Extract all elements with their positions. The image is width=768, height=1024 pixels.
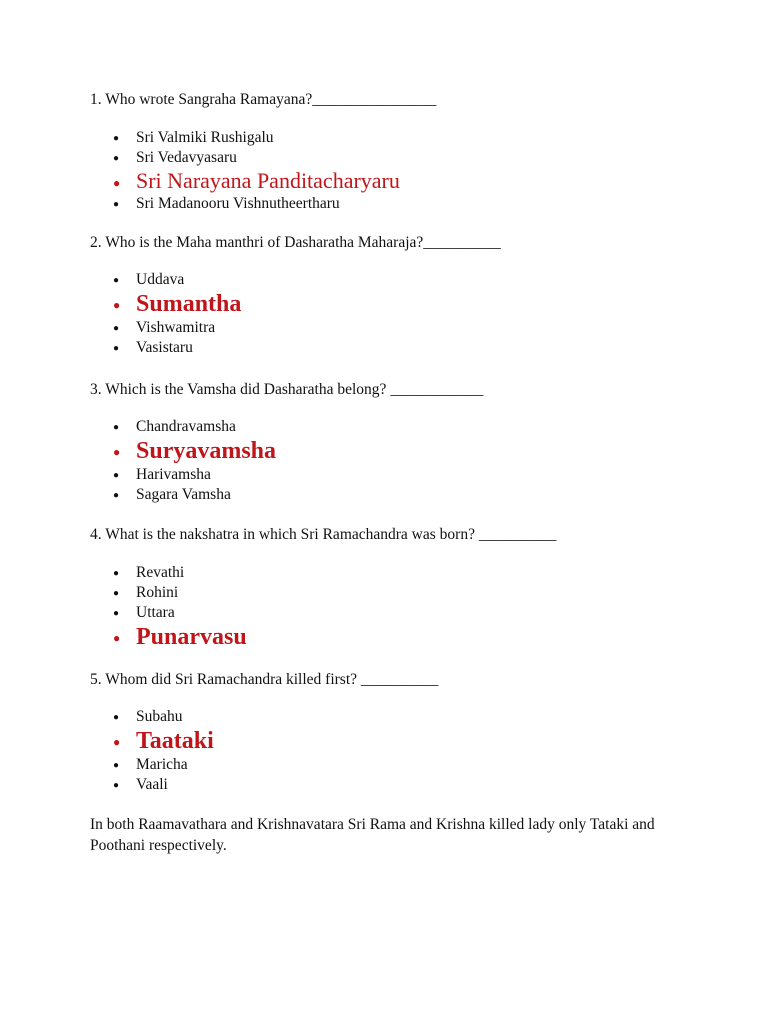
option-text: Vishwamitra [136,319,216,336]
bullet-icon: ● [113,275,120,286]
bullet-icon: ● [113,588,120,599]
question-4-options [113,563,247,651]
option-item [113,465,276,485]
option-item [113,338,241,358]
bullet-icon: ● [113,343,120,354]
option-text: Sri Vedavyasaru [136,149,237,166]
option-text: Vaali [136,776,168,793]
question-3: 3. Which is the Vamsha did Dasharatha belong? ____________ [90,381,484,398]
bullet-icon: ● [113,760,120,771]
question-1-options [113,128,400,214]
question-1: 1. Who wrote Sangraha Ramayana?________________ [90,91,437,108]
option-item [113,603,247,623]
option-text: Subahu [136,708,183,725]
option-text: Sri Valmiki Rushigalu [136,129,274,146]
bullet-icon: ● [113,735,121,749]
option-item [113,775,214,795]
bullet-icon: ● [113,490,120,501]
option-item [113,563,247,583]
option-text: Sagara Vamsha [136,486,231,503]
option-text: Sri Madanooru Vishnutheertharu [136,195,340,212]
answer-text: Sumantha [136,291,242,317]
question-2: 2. Who is the Maha manthri of Dasharatha Maharaja?__________ [90,234,501,251]
option-text: Rohini [136,584,179,601]
bullet-icon: ● [113,176,121,190]
option-item [113,128,400,148]
question-4: 4. What is the nakshatra in which Sri Ramachandra was born? __________ [90,526,557,543]
question-3-options [113,417,276,505]
option-item [113,583,247,603]
bullet-icon: ● [113,133,120,144]
bullet-icon: ● [113,608,120,619]
option-text: Vasistaru [136,339,193,356]
option-item [113,148,400,168]
option-text: Chandravamsha [136,418,236,435]
option-item [113,707,214,727]
answer-option [113,727,214,755]
answer-option [113,168,400,194]
bullet-icon: ● [113,298,121,312]
bullet-icon: ● [113,199,120,210]
option-item [113,755,214,775]
option-text: Maricha [136,756,188,773]
question-2-options [113,270,241,358]
bullet-icon: ● [113,780,120,791]
option-text: Uttara [136,604,175,621]
option-item [113,485,276,505]
bullet-icon: ● [113,323,120,334]
bullet-icon: ● [113,153,120,164]
answer-text: Punarvasu [136,624,247,650]
answer-option [113,290,241,318]
answer-text: Taataki [136,728,214,754]
bullet-icon: ● [113,470,120,481]
answer-text: Sri Narayana Panditacharyaru [136,168,400,193]
bullet-icon: ● [113,422,120,433]
bullet-icon: ● [113,445,121,459]
answer-option [113,437,276,465]
option-text: Revathi [136,564,185,581]
bullet-icon: ● [113,568,120,579]
question-5-options [113,707,214,795]
answer-option [113,623,247,651]
bullet-icon: ● [113,631,121,645]
option-text: Uddava [136,271,185,288]
closing-note: In both Raamavathara and Krishnavatara Sri Rama and Krishna killed lady only Tataki and Poothani respectively. [90,816,655,854]
option-item [113,318,241,338]
option-item [113,194,400,214]
answer-text: Suryavamsha [136,438,277,464]
option-item [113,270,241,290]
question-5: 5. Whom did Sri Ramachandra killed first? __________ [90,671,439,688]
option-text: Harivamsha [136,466,211,483]
option-item [113,417,276,437]
bullet-icon: ● [113,712,120,723]
